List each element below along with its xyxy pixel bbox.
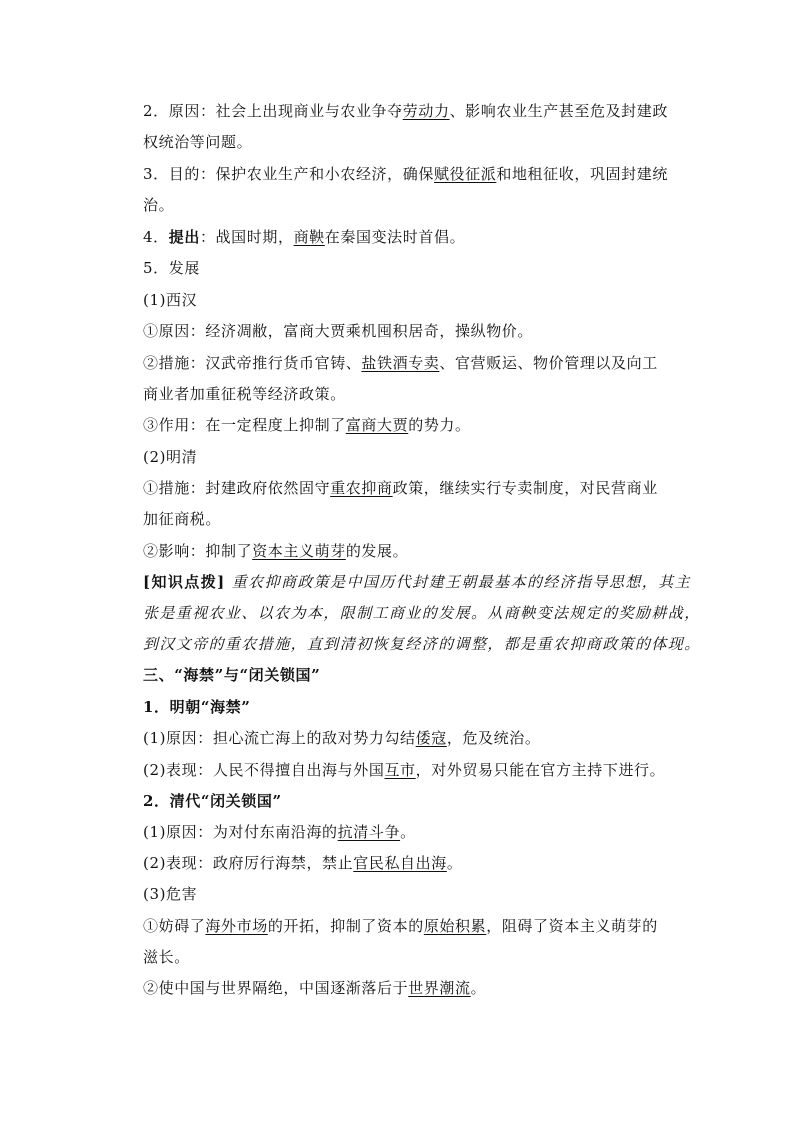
text: 。 — [446, 854, 463, 872]
text: 政策，继续实行专卖制度，对民营商业 — [392, 479, 658, 497]
qing-harm-1-line2 — [143, 947, 683, 967]
text: 重农抑商政策是中国历代封建王朝最基本的经济指导思想，其主 — [225, 573, 691, 591]
fill-blank-answer: 资本主义萌芽 — [252, 542, 346, 560]
text: (3)危害 — [143, 885, 198, 903]
text: 、官营贩运、物价管理以及向工 — [439, 354, 658, 372]
text: ③作用：在一定程度上抑制了 — [143, 416, 346, 434]
text: ：战国时期， — [199, 228, 294, 246]
text: ，危及统治。 — [446, 729, 541, 747]
text: 的势力。 — [408, 416, 471, 434]
knowledge-tip-line3 — [143, 634, 701, 654]
fill-blank-answer: 抗清斗争 — [337, 823, 401, 841]
text: ①妨碍了 — [143, 917, 206, 935]
bold-label: 提出 — [168, 228, 200, 246]
text: 3．目的：保护农业生产和小农经济，确保 — [143, 165, 434, 183]
qing-closed-door-heading — [143, 791, 683, 811]
text: 2．原因：社会上出现商业与农业争夺 — [143, 102, 403, 120]
text: 。 — [400, 823, 416, 841]
text: 滋长。 — [143, 948, 190, 966]
text: 。 — [470, 979, 487, 997]
qing-harm-heading — [143, 884, 683, 904]
fill-blank-answer: 劳动力 — [402, 102, 450, 120]
text: (2)明清 — [143, 448, 198, 466]
item-3-purpose-line2 — [143, 195, 683, 215]
text: 治。 — [143, 196, 175, 214]
ming-haijin-heading — [143, 697, 683, 717]
ming-manifestation — [143, 760, 683, 780]
text: ②措施：汉武帝推行货币官铸、 — [143, 354, 362, 372]
mingqing-measures-line1 — [143, 478, 683, 498]
text: (1)原因：担心流亡海上的敌对势力勾结 — [143, 729, 416, 747]
fill-blank-answer: 商鞅 — [293, 228, 325, 246]
fill-blank-answer: 盐铁酒专卖 — [361, 354, 440, 372]
text: 5．发展 — [143, 259, 200, 277]
text: (2)表现：政府厉行海禁，禁止 — [143, 854, 354, 872]
text: 2．清代“闭关锁国” — [143, 792, 282, 810]
text: 1．明朝“海禁” — [143, 698, 251, 716]
fill-blank-answer: 富商大贾 — [345, 416, 409, 434]
text: 的发展。 — [345, 542, 409, 560]
fill-blank-answer: 海外市场 — [205, 917, 268, 935]
knowledge-tip-line1 — [143, 572, 691, 592]
text: 到汉文帝的重农措施，直到清初恢复经济的调整，都是重农抑商政策的体现。 — [143, 635, 701, 653]
text: ②使中国与世界隔绝，中国逐渐落后于 — [143, 979, 409, 997]
text: ①措施：封建政府依然固守 — [143, 479, 331, 497]
fill-blank-answer: 官民私自出海 — [353, 854, 447, 872]
text: 商业者加重征税等经济政策。 — [143, 385, 346, 403]
text: (1)原因：为对付东南沿海的 — [143, 823, 338, 841]
text: 加征商税。 — [143, 510, 222, 528]
text: 和地租征收，巩固封建统 — [496, 165, 668, 183]
mingqing-measures-line2 — [143, 509, 683, 529]
text: (1)西汉 — [143, 291, 198, 309]
item-2-reason-line1 — [143, 101, 683, 121]
fill-blank-answer: 倭寇 — [415, 729, 447, 747]
fill-blank-answer: 原始积累 — [423, 917, 487, 935]
text: 的开拓，抑制了资本的 — [267, 917, 424, 935]
text: (2)表现：人民不得擅自出海与外国 — [143, 761, 385, 779]
han-measures-line1 — [143, 353, 683, 373]
text: ，对外贸易只能在官方主持下进行。 — [415, 761, 666, 779]
han-measures-line2 — [143, 384, 683, 404]
fill-blank-answer: 互市 — [384, 761, 416, 779]
item-2-reason-line2 — [143, 132, 683, 152]
item-3-purpose-line1 — [143, 164, 683, 184]
text: 三、“海禁”与“闭关锁国” — [143, 666, 321, 684]
han-effect — [143, 415, 683, 435]
sub-heading-western-han — [143, 290, 683, 310]
text: 在秦国变法时首倡。 — [324, 228, 466, 246]
text: ，阻碍了资本主义萌芽的 — [486, 917, 658, 935]
qing-manifestation — [143, 853, 683, 873]
text: ①原因：经济凋敝，富商大贾乘机囤积居奇，操纵物价。 — [143, 322, 534, 340]
qing-reason — [143, 822, 683, 842]
item-5-development-heading — [143, 258, 683, 278]
text: 张是重视农业、以农为本，限制工商业的发展。从商鞅变法规定的奖励耕战， — [143, 604, 701, 622]
text: 、影响农业生产甚至危及封建政 — [449, 102, 668, 120]
sub-heading-ming-qing — [143, 447, 683, 467]
fill-blank-answer: 重农抑商 — [330, 479, 393, 497]
section-3-heading — [143, 665, 683, 685]
knowledge-tip-label: [知识点拨] — [143, 573, 226, 591]
mingqing-impact — [143, 541, 683, 561]
text: 4． — [143, 228, 169, 246]
qing-harm-1-line1 — [143, 916, 683, 936]
fill-blank-answer: 世界潮流 — [408, 979, 471, 997]
item-4-proposal — [143, 227, 683, 247]
qing-harm-2 — [143, 978, 683, 998]
knowledge-tip-line2 — [143, 603, 701, 623]
fill-blank-answer: 赋役征派 — [433, 165, 497, 183]
text: 权统治等问题。 — [143, 133, 253, 151]
han-reason — [143, 321, 683, 341]
ming-reason — [143, 728, 683, 748]
text: ②影响：抑制了 — [143, 542, 253, 560]
